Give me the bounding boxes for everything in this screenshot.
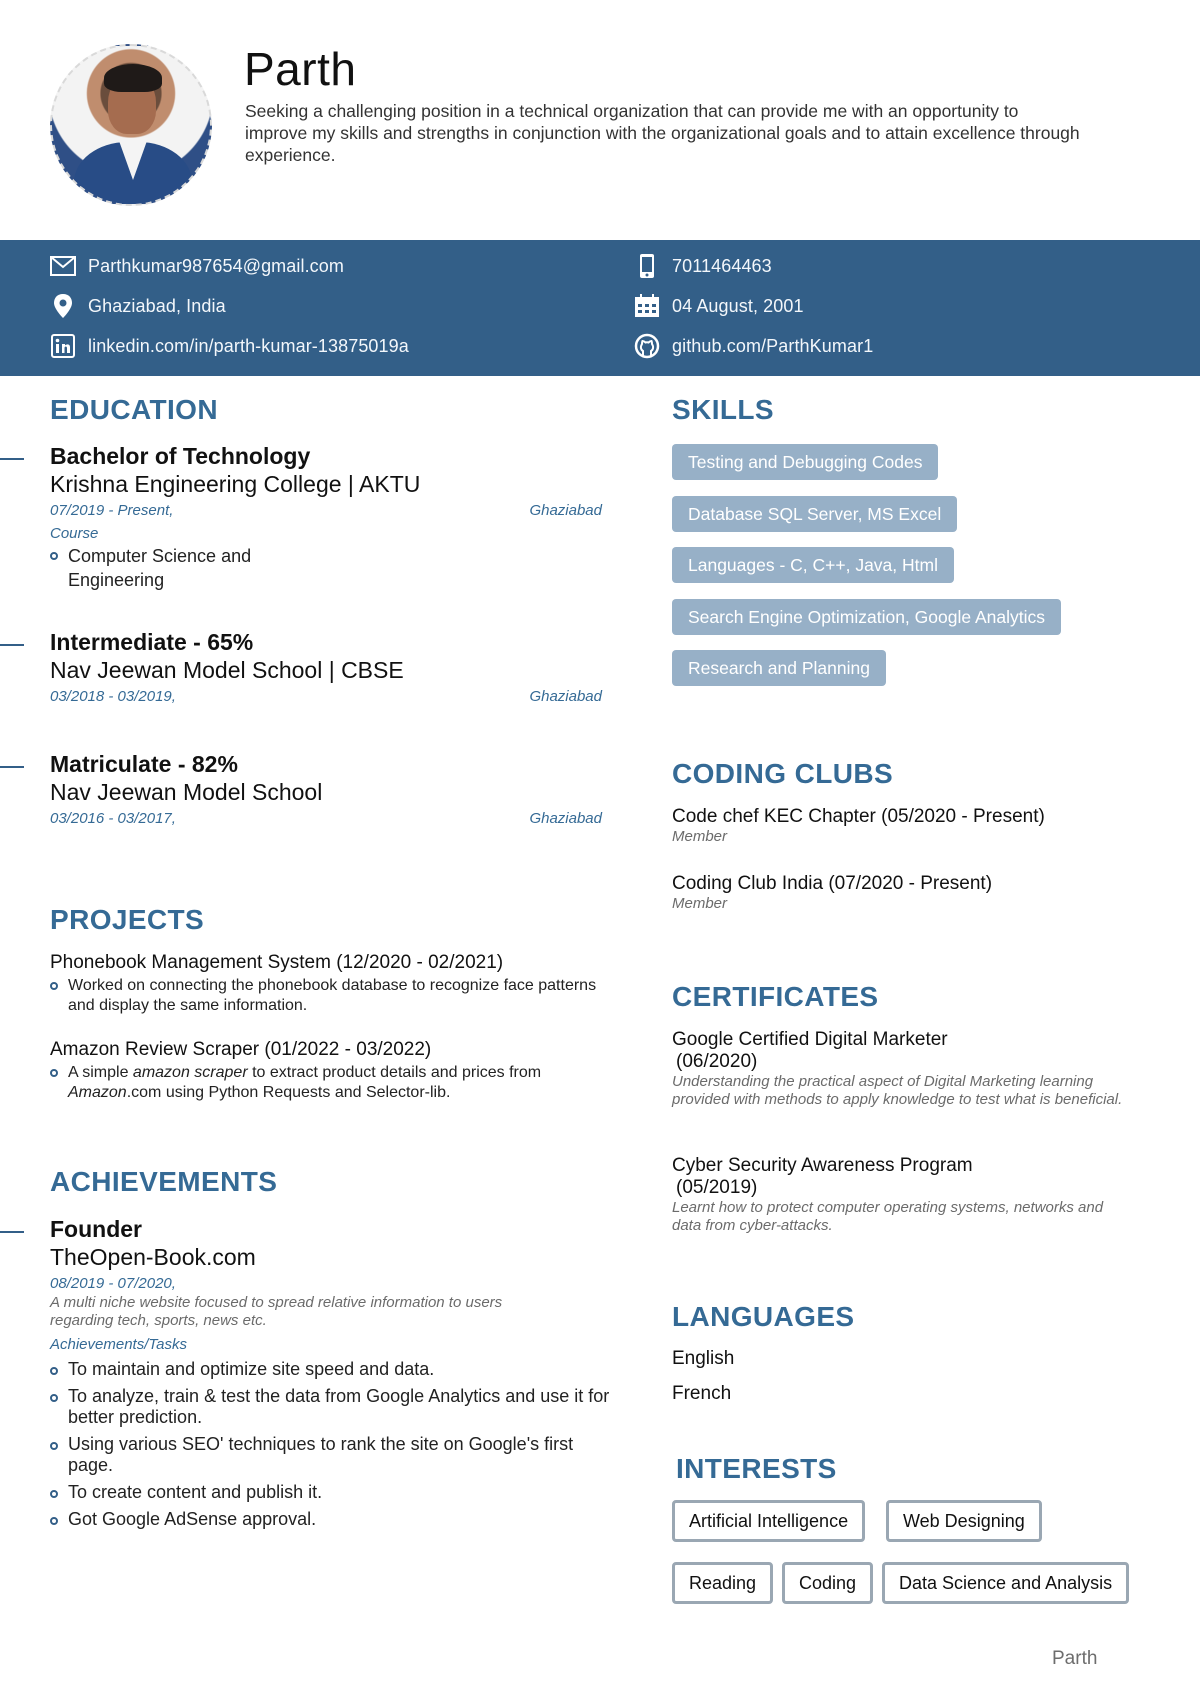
certificates-heading: CERTIFICATES (672, 981, 879, 1012)
contact-band (0, 240, 1200, 376)
bullet-icon (50, 1069, 58, 1077)
degree-title: Matriculate - 82% (50, 751, 238, 777)
timeline-marker (0, 644, 24, 646)
timeline-marker (0, 1231, 24, 1233)
achievement-desc: A multi niche website focused to spread relative information to users regarding tech, sports, news etc. (50, 1294, 503, 1329)
education-location: Ghaziabad (529, 502, 602, 519)
club-item (672, 806, 1045, 845)
skill-tag: Database SQL Server, MS Excel (672, 496, 957, 532)
school-name: Nav Jeewan Model School | CBSE (50, 657, 404, 683)
achievements-heading: ACHIEVEMENTS (50, 1166, 278, 1197)
timeline-marker (0, 766, 24, 768)
location-text: Ghaziabad, India (88, 295, 226, 316)
calendar-icon (634, 293, 660, 319)
bullet-icon (50, 982, 58, 990)
contact-phone[interactable] (634, 253, 772, 279)
projects-heading: PROJECTS (50, 904, 205, 935)
project-title: Amazon Review Scraper (01/2022 - 03/2022) (50, 1039, 432, 1060)
club-name: Code chef KEC Chapter (05/2020 - Present) (672, 806, 1045, 827)
bullet-icon (50, 1517, 58, 1525)
task-text: Got Google AdSense approval. (68, 1509, 317, 1529)
task-text: To analyze, train & test the data from Google Analytics and use it for better prediction. (68, 1386, 610, 1427)
email-text: Parthkumar987654@gmail.com (88, 255, 344, 276)
project-desc-part: to extract product details and prices from (247, 1064, 542, 1081)
degree-title: Intermediate - 65% (50, 629, 254, 655)
project-item (50, 1039, 610, 1103)
skills-heading: SKILLS (672, 394, 774, 425)
phone-icon (634, 253, 660, 279)
interest-tag: Web Designing (886, 1500, 1042, 1542)
contact-github[interactable] (634, 333, 873, 359)
task-item (50, 1509, 610, 1530)
education-meta (50, 810, 602, 827)
school-name: Nav Jeewan Model School (50, 779, 323, 805)
github-text: github.com/ParthKumar1 (672, 335, 874, 356)
project-desc-emphasis: amazon scraper (132, 1064, 248, 1081)
certificate-item (672, 1029, 1132, 1109)
task-item (50, 1434, 610, 1476)
education-dates: 07/2019 - Present, (50, 502, 174, 519)
education-meta (50, 502, 602, 519)
education-location: Ghaziabad (529, 688, 602, 705)
bullet-icon (50, 1490, 58, 1498)
certificate-date: (05/2019) (676, 1177, 758, 1198)
project-desc: Worked on connecting the phonebook database to recognize face patterns and display the same information. (68, 977, 597, 1014)
achievement-item (50, 1215, 610, 1530)
education-dates: 03/2018 - 03/2019, (50, 688, 176, 705)
education-item (50, 442, 602, 592)
certificate-desc: Understanding the practical aspect of Digital Marketing learning provided with methods to apply knowledge to test what is beneficial. (672, 1073, 1123, 1108)
envelope-icon (50, 253, 76, 279)
skill-tag: Languages - C, C++, Java, Html (672, 547, 954, 583)
skill-tag: Research and Planning (672, 650, 886, 686)
coding-clubs-heading: CODING CLUBS (672, 758, 894, 789)
achievement-org: TheOpen-Book.com (50, 1244, 256, 1270)
project-title: Phonebook Management System (12/2020 - 02/2021) (50, 952, 504, 973)
linkedin-text: linkedin.com/in/parth-kumar-13875019a (88, 335, 409, 356)
task-item (50, 1359, 610, 1380)
project-desc-part: .com using Python Requests and Selector-lib. (126, 1084, 451, 1101)
bullet-icon (50, 1367, 58, 1375)
interest-tag: Artificial Intelligence (672, 1500, 865, 1542)
education-item (50, 750, 602, 827)
linkedin-icon (50, 333, 76, 359)
footer-name: Parth (1052, 1648, 1098, 1669)
skill-tag: Search Engine Optimization, Google Analytics (672, 599, 1061, 635)
achievement-dates: 08/2019 - 07/2020, (50, 1275, 176, 1292)
achievement-tasks-label: Achievements/Tasks (50, 1336, 188, 1353)
task-text: To maintain and optimize site speed and data. (68, 1359, 435, 1379)
birthdate-text: 04 August, 2001 (672, 295, 804, 316)
project-item (50, 952, 610, 1016)
timeline-marker (0, 458, 24, 460)
project-desc (68, 1063, 610, 1103)
certificate-date: (06/2020) (676, 1051, 758, 1072)
skill-tag: Testing and Debugging Codes (672, 444, 938, 480)
contact-linkedin[interactable] (50, 333, 409, 359)
task-text: To create content and publish it. (68, 1482, 323, 1502)
project-desc-part: A simple (68, 1064, 133, 1081)
contact-email[interactable] (50, 253, 344, 279)
interest-tag: Data Science and Analysis (882, 1562, 1129, 1604)
career-summary: Seeking a challenging position in a technical organization that can provide me with an opportunity to improve my skills and strengths in conjunction with the organizational goals and to attain excellence through experience. (245, 101, 1080, 165)
course-label: Course (50, 525, 99, 542)
school-name: Krishna Engineering College | AKTU (50, 471, 421, 497)
contact-location (50, 293, 226, 319)
interest-tag: Coding (782, 1562, 873, 1604)
certificate-title: Google Certified Digital Marketer (672, 1029, 948, 1050)
contact-birthdate (634, 293, 804, 319)
education-meta (50, 688, 602, 705)
certificate-item (672, 1155, 1132, 1235)
project-desc-row (50, 976, 610, 1016)
project-desc-row (50, 1063, 610, 1103)
education-location: Ghaziabad (529, 810, 602, 827)
club-item (672, 873, 992, 912)
task-text: Using various SEO' techniques to rank the site on Google's first page. (68, 1434, 574, 1475)
certificate-title: Cyber Security Awareness Program (672, 1155, 973, 1176)
club-role: Member (672, 828, 728, 845)
bullet-icon (50, 1442, 58, 1450)
github-icon (634, 333, 660, 359)
resume-header (0, 0, 1200, 240)
interest-tag: Reading (672, 1562, 773, 1604)
education-heading: EDUCATION (50, 394, 218, 425)
education-dates: 03/2016 - 03/2017, (50, 810, 176, 827)
bullet-icon (50, 1394, 58, 1402)
project-desc-emphasis: Amazon (68, 1084, 127, 1101)
course-item (50, 544, 270, 592)
photo-hair (104, 64, 162, 92)
task-item (50, 1386, 610, 1428)
club-role: Member (672, 895, 728, 912)
candidate-name: Parth (244, 43, 357, 95)
certificate-desc: Learnt how to protect computer operating systems, networks and data from cyber-attacks. (672, 1199, 1104, 1234)
language-item: English (672, 1348, 735, 1369)
achievement-role: Founder (50, 1216, 142, 1242)
profile-photo (50, 44, 212, 206)
task-item (50, 1482, 610, 1503)
interests-heading: INTERESTS (676, 1453, 837, 1484)
achievement-tasks (50, 1359, 610, 1530)
map-pin-icon (50, 293, 76, 319)
language-item: French (672, 1383, 732, 1404)
bullet-icon (50, 552, 58, 560)
course-text: Computer Science and Engineering (68, 546, 252, 590)
club-name: Coding Club India (07/2020 - Present) (672, 873, 993, 894)
education-item (50, 628, 602, 705)
phone-text: 7011464463 (672, 255, 772, 276)
languages-heading: LANGUAGES (672, 1301, 855, 1332)
degree-title: Bachelor of Technology (50, 443, 311, 469)
